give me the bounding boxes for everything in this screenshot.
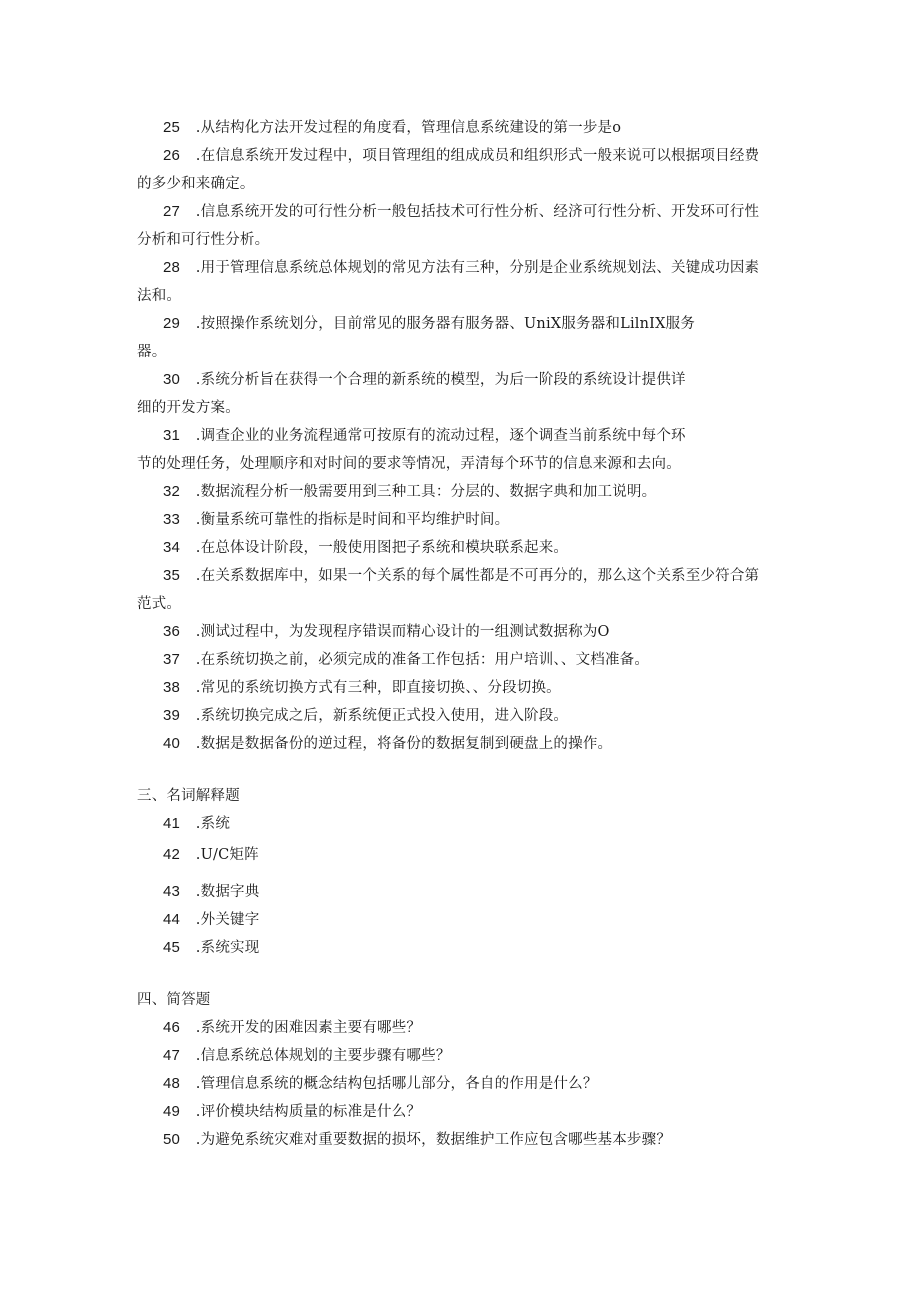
- question-number: 36: [163, 623, 181, 640]
- question-number: 50: [163, 1131, 181, 1148]
- question-number: 32: [163, 483, 181, 500]
- question-number: 29: [163, 315, 181, 332]
- question-number: 25: [163, 119, 181, 136]
- question-47: [137, 1046, 823, 1066]
- question-number: 27: [163, 203, 181, 220]
- question-number: 30: [163, 371, 181, 388]
- question-number: 33: [163, 511, 181, 528]
- question-text: .在总体设计阶段，一般使用图把子系统和模块联系起来。: [191, 540, 569, 556]
- question-26: [137, 146, 823, 166]
- question-number: 39: [163, 707, 181, 724]
- question-text: .测试过程中，为发现程序错误而精心设计的一组测试数据称为O: [191, 624, 610, 640]
- question-30: [137, 370, 823, 390]
- question-text: .数据是数据备份的逆过程，将备份的数据复制到硬盘上的操作。: [191, 736, 613, 752]
- question-text: .系统切换完成之后，新系统便正式投入使用，进入阶段。: [191, 708, 569, 724]
- question-35: [137, 566, 823, 586]
- question-number: 46: [163, 1019, 181, 1036]
- question-text: .从结构化方法开发过程的角度看，管理信息系统建设的第一步是o: [191, 120, 622, 136]
- question-33: [137, 510, 823, 530]
- question-38: [137, 678, 823, 698]
- question-text: .信息系统总体规划的主要步骤有哪些？: [191, 1048, 451, 1064]
- question-25: [137, 118, 823, 138]
- question-text: .系统实现: [191, 940, 260, 956]
- question-text: .管理信息系统的概念结构包括哪儿部分，各自的作用是什么？: [191, 1076, 598, 1092]
- question-text: .外关键字: [191, 912, 260, 928]
- question-text: .按照操作系统划分，目前常见的服务器有服务器、UniX服务器和LilnIX服务: [191, 316, 696, 332]
- question-29-continuation: 器。: [137, 344, 167, 360]
- question-text: .用于管理信息系统总体规划的常见方法有三种，分别是企业系统规划法、关键成功因素: [191, 260, 760, 276]
- question-28: [137, 258, 823, 278]
- question-29: [137, 314, 823, 334]
- question-number: 49: [163, 1103, 181, 1120]
- question-35-continuation: 范式。: [137, 596, 182, 612]
- question-number: 44: [163, 911, 181, 928]
- question-number: 31: [163, 427, 181, 444]
- question-text: .为避免系统灾难对重要数据的损坏，数据维护工作应包含哪些基本步骤？: [191, 1132, 672, 1148]
- question-number: 28: [163, 259, 181, 276]
- question-number: 42: [163, 846, 181, 863]
- question-31-continuation: 节的处理任务，处理顺序和对时间的要求等情况，弄清每个环节的信息来源和去向。: [137, 456, 681, 472]
- section-title-short-answer: 四、简答题: [137, 992, 211, 1008]
- question-text: .数据流程分析一般需要用到三种工具：分层的、数据字典和加工说明。: [191, 484, 657, 500]
- question-text: .评价模块结构质量的标准是什么？: [191, 1104, 422, 1120]
- question-27-continuation: 分析和可行性分析。: [137, 232, 270, 248]
- question-32: [137, 482, 823, 502]
- question-text: .U/C矩阵: [191, 847, 259, 863]
- question-41: [137, 814, 823, 834]
- question-28-continuation: 法和。: [137, 288, 182, 304]
- question-number: 43: [163, 883, 181, 900]
- question-number: 41: [163, 815, 181, 832]
- question-text: .在系统切换之前，必须完成的准备工作包括：用户培训、、文档准备。: [191, 652, 650, 668]
- question-45: [137, 938, 823, 958]
- question-48: [137, 1074, 823, 1094]
- question-number: 35: [163, 567, 181, 584]
- question-text: .衡量系统可靠性的指标是时间和平均维护时间。: [191, 512, 510, 528]
- section-title-definitions: 三、名词解释题: [137, 788, 240, 804]
- question-46: [137, 1018, 823, 1038]
- question-39: [137, 706, 823, 726]
- question-31: [137, 426, 823, 446]
- question-50: [137, 1130, 823, 1150]
- question-number: 37: [163, 651, 181, 668]
- question-37: [137, 650, 823, 670]
- question-text: .数据字典: [191, 884, 260, 900]
- question-27: [137, 202, 823, 222]
- question-text: .常见的系统切换方式有三种，即直接切换、、分段切换。: [191, 680, 561, 696]
- question-42: [137, 845, 823, 865]
- question-34: [137, 538, 823, 558]
- question-43: [137, 882, 823, 902]
- question-49: [137, 1102, 823, 1122]
- question-number: 40: [163, 735, 181, 752]
- question-text: .系统: [191, 816, 231, 832]
- question-number: 48: [163, 1075, 181, 1092]
- question-number: 47: [163, 1047, 181, 1064]
- question-number: 45: [163, 939, 181, 956]
- question-number: 34: [163, 539, 181, 556]
- question-number: 26: [163, 147, 181, 164]
- question-text: .系统分析旨在获得一个合理的新系统的模型，为后一阶段的系统设计提供详: [191, 372, 686, 388]
- question-text: .在信息系统开发过程中，项目管理组的组成成员和组织形式一般来说可以根据项目经费: [191, 148, 760, 164]
- question-text: .信息系统开发的可行性分析一般包括技术可行性分析、经济可行性分析、开发环可行性: [191, 204, 760, 220]
- question-30-continuation: 细的开发方案。: [137, 400, 240, 416]
- question-36: [137, 622, 823, 642]
- question-40: [137, 734, 823, 754]
- question-text: .在关系数据库中，如果一个关系的每个属性都是不可再分的，那么这个关系至少符合第: [191, 568, 760, 584]
- question-text: .调查企业的业务流程通常可按原有的流动过程，逐个调查当前系统中每个环: [191, 428, 686, 444]
- question-number: 38: [163, 679, 181, 696]
- question-text: .系统开发的困难因素主要有哪些？: [191, 1020, 422, 1036]
- question-26-continuation: 的多少和来确定。: [137, 176, 255, 192]
- question-44: [137, 910, 823, 930]
